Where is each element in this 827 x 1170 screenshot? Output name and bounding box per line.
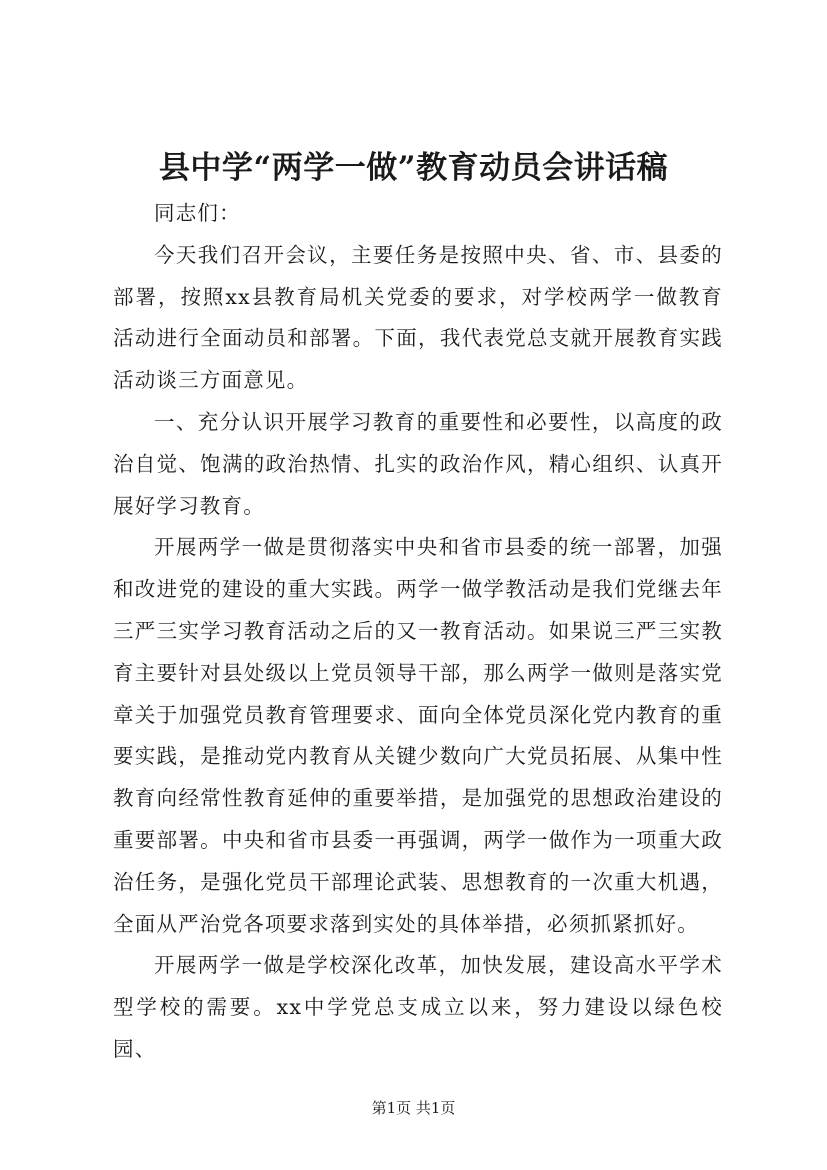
paragraph-school-reform: 开展两学一做是学校深化改革，加快发展，建设高水平学术型学校的需要。xx中学党总支成立以来，努力建设以绿色校园、 (113, 953, 723, 1061)
paragraph-intro: 今天我们召开会议，主要任务是按照中央、省、市、县委的部署，按照xx县教育局机关党委的要求，对学校两学一做教育活动进行全面动员和部署。下面，我代表党总支就开展教育实践活动谈三方面意见。 (113, 242, 723, 393)
document-body (113, 193, 723, 1071)
page-number-footer: 第1页 共1页 (371, 1099, 456, 1117)
document-title: 县中学“两学一做”教育动员会讲话稿 (158, 150, 669, 186)
paragraph-significance: 开展两学一做是贯彻落实中央和省市县委的统一部署，加强和改进党的建设的重大实践。两学一做学教活动是我们党继去年三严三实学习教育活动之后的又一教育活动。如果说三严三实教育主要针对县处级以上党员领导干部，那么两学一做则是落实党章关于加强党员教育管理要求、面向全体党员深化党内教育的重要实践，是推动党内教育从关键少数向广大党员拓展、从集中性教育向经常性教育延伸的重要举措，是加强党的思想政治建设的重要部署。中央和省市县委一再强调，两学一做作为一项重大政治任务，是强化党员干部理论武装、思想教育的一次重大机遇，全面从严治党各项要求落到实处的具体举措，必须抓紧抓好。 (113, 535, 723, 936)
paragraph-section-one-heading: 一、充分认识开展学习教育的重要性和必要性，以高度的政治自觉、饱满的政治热情、扎实的政治作风，精心组织、认真开展好学习教育。 (113, 409, 723, 518)
salutation: 同志们： (154, 201, 241, 225)
